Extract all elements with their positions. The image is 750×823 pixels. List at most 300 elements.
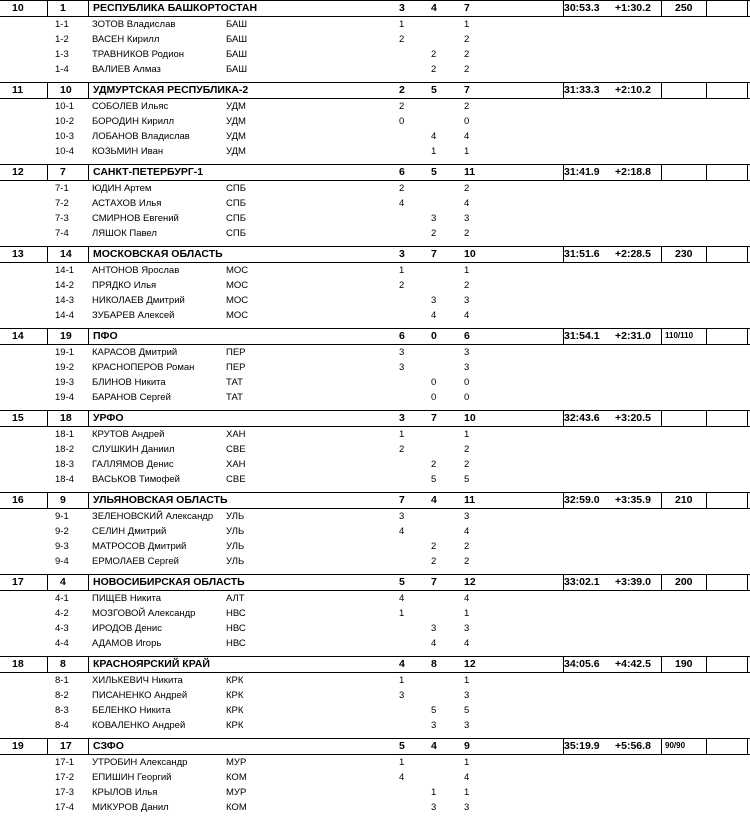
team-block [0,82,750,164]
athlete-name: БАРАНОВ Сергей [92,392,171,403]
team-number: 17 [60,740,72,752]
athlete-region: БАШ [226,64,248,75]
athlete-score-b: 2 [431,228,437,239]
team-time: 31:33.3 [564,84,600,96]
athlete-row [0,144,750,159]
column-divider [88,493,89,508]
team-header-row [0,328,750,345]
athlete-score-a: 2 [399,280,405,291]
athlete-row [0,226,750,241]
team-gap: +3:35.9 [615,494,651,506]
athlete-number: 8-4 [55,720,69,731]
athlete-score-total: 1 [464,675,470,686]
team-gap: +2:31.0 [615,330,651,342]
athlete-number: 19-1 [55,347,75,358]
athlete-row [0,211,750,226]
athlete-name: НИКОЛАЕВ Дмитрий [92,295,185,306]
athlete-score-b: 4 [431,310,437,321]
column-divider [47,1,48,16]
team-block [0,738,750,820]
athlete-name: ЕПИШИН Георгий [92,772,172,783]
team-time: 31:51.6 [564,248,600,260]
athlete-score-b: 2 [431,64,437,75]
athlete-score-total: 4 [464,526,470,537]
athlete-number: 8-2 [55,690,69,701]
athlete-score-total: 3 [464,720,470,731]
athlete-score-total: 1 [464,608,470,619]
team-block [0,574,750,656]
team-score-total: 7 [464,2,470,14]
athlete-score-a: 1 [399,429,405,440]
team-place: 17 [12,576,24,588]
column-divider [747,329,748,344]
team-name: КРАСНОЯРСКИЙ КРАЙ [93,658,210,670]
athlete-score-b: 0 [431,392,437,403]
athlete-name: ТРАВНИКОВ Родион [92,49,185,60]
athlete-score-total: 2 [464,541,470,552]
athlete-name: ВАСЕН Кирилл [92,34,160,45]
athlete-name: УТРОБИН Александр [92,757,188,768]
athlete-name: ЕРМОЛАЕВ Сергей [92,556,179,567]
athlete-number: 19-2 [55,362,75,373]
athlete-score-total: 2 [464,34,470,45]
column-divider [706,493,707,508]
athlete-score-b: 5 [431,705,437,716]
column-divider [747,575,748,590]
team-points: 210 [675,494,693,506]
team-time: 32:59.0 [564,494,600,506]
athlete-number: 18-3 [55,459,75,470]
athlete-number: 19-3 [55,377,75,388]
athlete-score-b: 3 [431,802,437,813]
team-score-b: 5 [431,84,437,96]
team-header-row [0,164,750,181]
athlete-row [0,770,750,785]
athlete-number: 18-4 [55,474,75,485]
athlete-row [0,47,750,62]
athlete-score-total: 3 [464,213,470,224]
athlete-score-total: 4 [464,198,470,209]
athlete-score-b: 4 [431,131,437,142]
team-score-a: 6 [399,330,405,342]
athlete-name: ПРЯДКО Илья [92,280,157,291]
athlete-score-a: 2 [399,444,405,455]
athlete-region: КОМ [226,772,247,783]
athlete-row [0,800,750,815]
athlete-score-b: 0 [431,377,437,388]
team-block [0,0,750,82]
team-score-total: 11 [464,494,476,506]
athlete-score-a: 1 [399,757,405,768]
team-name: ПФО [93,330,118,342]
team-score-b: 8 [431,658,437,670]
athlete-number: 17-3 [55,787,75,798]
team-header-row [0,82,750,99]
column-divider [706,411,707,426]
athlete-row [0,345,750,360]
athlete-row [0,390,750,405]
athlete-row [0,509,750,524]
team-header-row [0,492,750,509]
column-divider [706,739,707,754]
team-score-a: 3 [399,412,405,424]
athlete-score-b: 5 [431,474,437,485]
team-number: 14 [60,248,72,260]
athlete-score-a: 2 [399,183,405,194]
team-place: 19 [12,740,24,752]
team-gap: +4:42.5 [615,658,651,670]
team-place: 10 [12,2,24,14]
athlete-name: КАРАСОВ Дмитрий [92,347,178,358]
athlete-region: МОС [226,295,249,306]
column-divider [661,493,662,508]
athlete-row [0,375,750,390]
athlete-score-total: 5 [464,705,470,716]
column-divider [88,1,89,16]
team-score-a: 3 [399,248,405,260]
column-divider [661,575,662,590]
team-number: 4 [60,576,66,588]
team-points: 90/90 [665,741,686,750]
column-divider [47,83,48,98]
team-time: 34:05.6 [564,658,600,670]
column-divider [88,329,89,344]
athlete-row [0,62,750,77]
column-divider [47,411,48,426]
athlete-name: МИКУРОВ Данил [92,802,169,813]
athlete-score-total: 0 [464,377,470,388]
athlete-row [0,539,750,554]
athlete-row [0,606,750,621]
athlete-score-a: 3 [399,690,405,701]
athlete-row [0,718,750,733]
column-divider [88,739,89,754]
athlete-region: УЛЬ [226,526,245,537]
athlete-row [0,181,750,196]
athlete-number: 7-3 [55,213,69,224]
athlete-name: КРУТОВ Андрей [92,429,165,440]
column-divider [706,657,707,672]
team-name: УРФО [93,412,124,424]
athlete-number: 10-2 [55,116,75,127]
team-name: УДМУРТСКАЯ РЕСПУБЛИКА-2 [93,84,249,96]
athlete-score-total: 2 [464,444,470,455]
athlete-region: КОМ [226,802,247,813]
athlete-score-total: 3 [464,511,470,522]
column-divider [706,329,707,344]
team-score-total: 6 [464,330,470,342]
athlete-score-a: 2 [399,101,405,112]
team-place: 11 [12,84,24,96]
athlete-number: 4-2 [55,608,69,619]
athlete-region: СВЕ [226,474,246,485]
athlete-name: КРАСНОПЕРОВ Роман [92,362,195,373]
team-time: 32:43.6 [564,412,600,424]
team-score-a: 5 [399,576,405,588]
athlete-region: МОС [226,265,249,276]
athlete-name: БОРОДИН Кирилл [92,116,175,127]
athlete-number: 4-3 [55,623,69,634]
team-score-a: 4 [399,658,405,670]
athlete-score-total: 4 [464,638,470,649]
athlete-score-total: 3 [464,295,470,306]
athlete-score-a: 2 [399,34,405,45]
team-gap: +2:18.8 [615,166,651,178]
athlete-region: АЛТ [226,593,245,604]
column-divider [661,1,662,16]
athlete-number: 10-4 [55,146,75,157]
athlete-number: 7-2 [55,198,69,209]
column-divider [88,83,89,98]
athlete-score-b: 1 [431,787,437,798]
athlete-region: МОС [226,310,249,321]
athlete-score-total: 1 [464,757,470,768]
athlete-region: УЛЬ [226,556,245,567]
athlete-score-a: 1 [399,675,405,686]
team-header-row [0,656,750,673]
column-divider [747,657,748,672]
athlete-row [0,17,750,32]
athlete-score-a: 1 [399,608,405,619]
column-divider [661,739,662,754]
athlete-number: 14-1 [55,265,75,276]
athlete-row [0,785,750,800]
athlete-row [0,457,750,472]
team-place: 12 [12,166,24,178]
athlete-region: ПЕР [226,362,246,373]
team-gap: +2:10.2 [615,84,651,96]
athlete-region: СВЕ [226,444,246,455]
team-score-b: 4 [431,494,437,506]
athlete-name: АДАМОВ Игорь [92,638,162,649]
athlete-number: 1-3 [55,49,69,60]
athlete-score-b: 3 [431,623,437,634]
team-score-b: 7 [431,412,437,424]
team-points: 110/110 [665,331,694,340]
athlete-region: БАШ [226,19,248,30]
athlete-score-b: 1 [431,146,437,157]
team-time: 35:19.9 [564,740,600,752]
athlete-row [0,427,750,442]
column-divider [47,575,48,590]
athlete-name: БЕЛЕНКО Никита [92,705,171,716]
athlete-region: КРК [226,690,244,701]
athlete-number: 8-1 [55,675,69,686]
column-divider [47,739,48,754]
column-divider [747,493,748,508]
athlete-region: УДМ [226,101,246,112]
athlete-region: СПБ [226,213,246,224]
team-time: 31:41.9 [564,166,600,178]
athlete-name: ХИЛЬКЕВИЧ Никита [92,675,183,686]
athlete-region: БАШ [226,34,248,45]
athlete-number: 4-4 [55,638,69,649]
team-number: 8 [60,658,66,670]
team-number: 9 [60,494,66,506]
athlete-row [0,129,750,144]
athlete-score-total: 3 [464,623,470,634]
team-name: СЗФО [93,740,124,752]
team-score-total: 9 [464,740,470,752]
team-score-total: 7 [464,84,470,96]
team-time: 30:53.3 [564,2,600,14]
athlete-name: ЮДИН Артем [92,183,152,194]
athlete-row [0,293,750,308]
athlete-score-a: 4 [399,772,405,783]
athlete-number: 1-4 [55,64,69,75]
athlete-row [0,278,750,293]
athlete-row [0,99,750,114]
team-score-total: 10 [464,412,476,424]
team-number: 19 [60,330,72,342]
athlete-number: 9-2 [55,526,69,537]
team-place: 18 [12,658,24,670]
athlete-region: МУР [226,757,247,768]
athlete-number: 18-2 [55,444,75,455]
athlete-row [0,114,750,129]
athlete-score-a: 4 [399,198,405,209]
team-gap: +3:39.0 [615,576,651,588]
athlete-region: МУР [226,787,247,798]
team-score-a: 3 [399,2,405,14]
team-points: 200 [675,576,693,588]
column-divider [747,739,748,754]
athlete-score-b: 4 [431,638,437,649]
athlete-name: МОЗГОВОЙ Александр [92,608,196,619]
team-name: САНКТ-ПЕТЕРБУРГ-1 [93,166,204,178]
team-score-b: 4 [431,2,437,14]
athlete-number: 1-2 [55,34,69,45]
athlete-row [0,263,750,278]
athlete-row [0,360,750,375]
team-number: 18 [60,412,72,424]
column-divider [47,493,48,508]
athlete-number: 14-3 [55,295,75,306]
column-divider [88,247,89,262]
athlete-name: СЛУШКИН Даниил [92,444,175,455]
athlete-score-b: 2 [431,49,437,60]
athlete-score-total: 3 [464,690,470,701]
athlete-number: 8-3 [55,705,69,716]
team-block [0,656,750,738]
column-divider [88,411,89,426]
team-score-total: 10 [464,248,476,260]
team-score-b: 4 [431,740,437,752]
team-block [0,410,750,492]
team-block [0,328,750,410]
column-divider [661,657,662,672]
athlete-row [0,472,750,487]
athlete-region: СПБ [226,198,246,209]
athlete-number: 9-4 [55,556,69,567]
athlete-name: ЗЕЛЕНОВСКИЙ Александр [92,511,214,522]
athlete-name: КРЫЛОВ Илья [92,787,158,798]
athlete-number: 17-4 [55,802,75,813]
team-number: 10 [60,84,72,96]
athlete-row [0,32,750,47]
athlete-region: УДМ [226,116,246,127]
athlete-name: ИРОДОВ Денис [92,623,162,634]
team-name: МОСКОВСКАЯ ОБЛАСТЬ [93,248,223,260]
athlete-number: 10-1 [55,101,75,112]
team-score-a: 2 [399,84,405,96]
athlete-name: ПИСАНЕНКО Андрей [92,690,188,701]
athlete-score-total: 4 [464,593,470,604]
team-score-a: 5 [399,740,405,752]
athlete-score-total: 2 [464,49,470,60]
team-number: 1 [60,2,66,14]
team-name: НОВОСИБИРСКАЯ ОБЛАСТЬ [93,576,245,588]
athlete-number: 17-1 [55,757,75,768]
athlete-row [0,755,750,770]
athlete-name: ПИЩЕВ Никита [92,593,162,604]
athlete-row [0,196,750,211]
column-divider [747,1,748,16]
athlete-number: 1-1 [55,19,69,30]
athlete-region: ПЕР [226,347,246,358]
athlete-row [0,442,750,457]
team-score-b: 0 [431,330,437,342]
athlete-score-total: 0 [464,116,470,127]
team-score-a: 7 [399,494,405,506]
column-divider [88,575,89,590]
athlete-score-total: 2 [464,183,470,194]
team-time: 33:02.1 [564,576,600,588]
athlete-score-total: 2 [464,459,470,470]
team-gap: +2:28.5 [615,248,651,260]
athlete-score-total: 3 [464,347,470,358]
team-place: 15 [12,412,24,424]
athlete-score-total: 4 [464,131,470,142]
column-divider [661,329,662,344]
team-time: 31:54.1 [564,330,600,342]
athlete-number: 18-1 [55,429,75,440]
athlete-number: 7-4 [55,228,69,239]
athlete-region: КРК [226,675,244,686]
column-divider [747,165,748,180]
athlete-name: КОВАЛЕНКО Андрей [92,720,186,731]
athlete-name: ЛОБАНОВ Владислав [92,131,190,142]
athlete-score-total: 1 [464,429,470,440]
column-divider [88,165,89,180]
column-divider [47,657,48,672]
team-points: 250 [675,2,693,14]
athlete-region: НВС [226,608,246,619]
team-score-total: 12 [464,576,476,588]
column-divider [661,83,662,98]
athlete-score-total: 1 [464,787,470,798]
team-block [0,164,750,246]
column-divider [661,247,662,262]
athlete-region: СПБ [226,228,246,239]
column-divider [706,165,707,180]
athlete-number: 14-4 [55,310,75,321]
team-header-row [0,738,750,755]
athlete-region: МОС [226,280,249,291]
athlete-score-total: 5 [464,474,470,485]
athlete-row [0,636,750,651]
athlete-name: МАТРОСОВ Дмитрий [92,541,187,552]
team-points: 230 [675,248,693,260]
athlete-score-a: 1 [399,265,405,276]
athlete-number: 19-4 [55,392,75,403]
athlete-score-total: 1 [464,19,470,30]
team-score-a: 6 [399,166,405,178]
athlete-name: СОБОЛЕВ Ильяс [92,101,169,112]
athlete-score-total: 2 [464,101,470,112]
athlete-name: СМИРНОВ Евгений [92,213,179,224]
athlete-region: ТАТ [226,377,243,388]
